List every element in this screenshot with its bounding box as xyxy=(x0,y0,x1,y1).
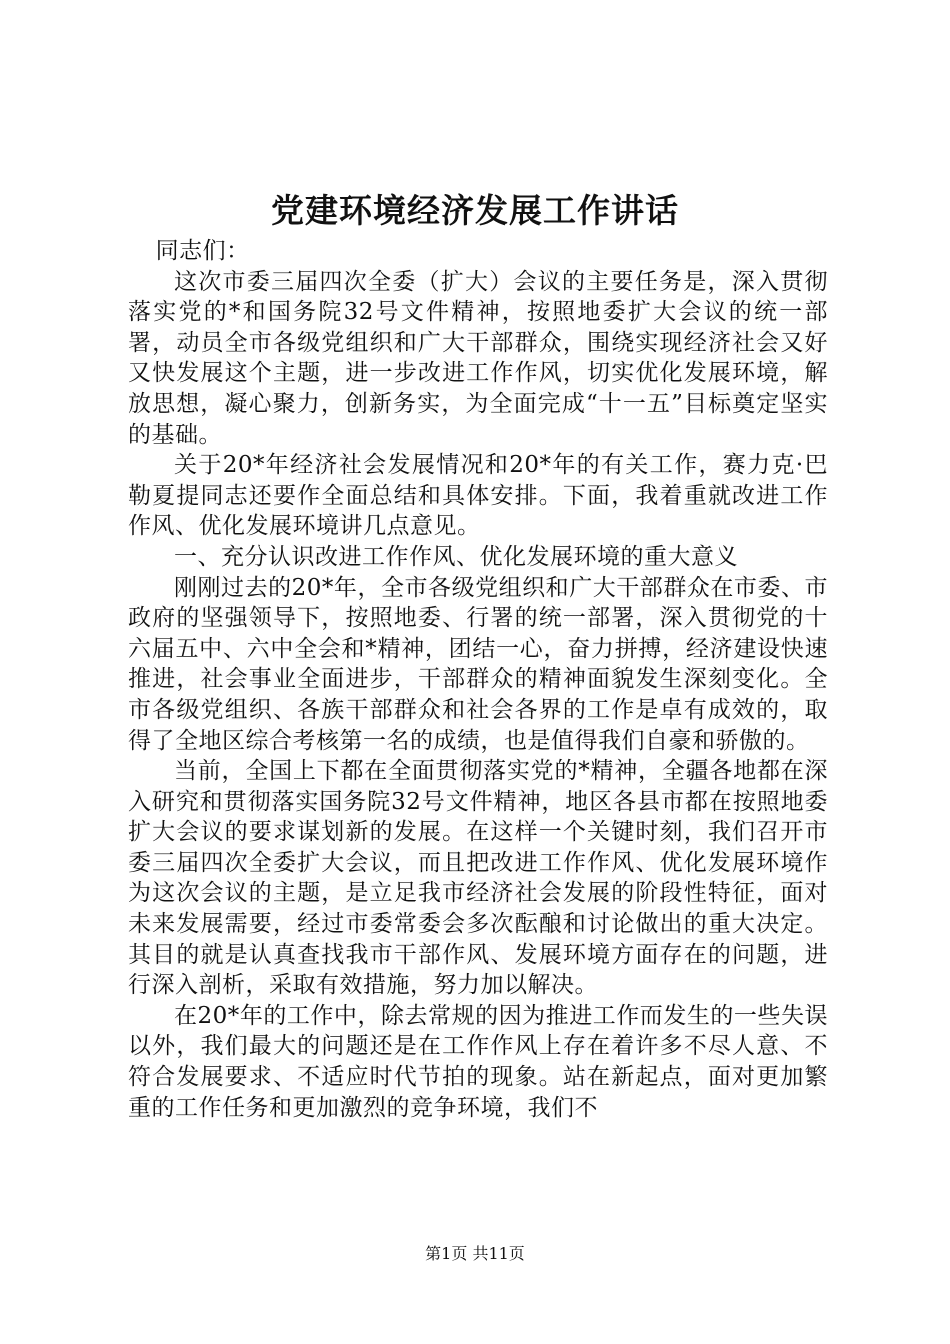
paragraph-2: 关于20*年经济社会发展情况和20*年的有关工作，赛力克·巴勒夏提同志还要作全面总结和具体安排。下面，我着重就改进工作作风、优化发展环境讲几点意见。 xyxy=(128,452,828,540)
paragraph-4: 当前，全国上下都在全面贯彻落实党的*精神，全疆各地都在深入研究和贯彻落实国务院32号文件精神，地区各县市都在按照地委扩大会议的要求谋划新的发展。在这样一个关键时刻，我们召开市委三届四次全委扩大会议，而且把改进工作作风、优化发展环境作为这次会议的主题，是立足我市经济社会发展的阶段性特征，面对未来发展需要，经过市委常委会多次酝酿和讨论做出的重大决定。其目的就是认真查找我市干部作风、发展环境方面存在的问题，进行深入剖析，采取有效措施，努力加以解决。 xyxy=(128,758,828,999)
paragraph-3: 刚刚过去的20*年，全市各级党组织和广大干部群众在市委、市政府的坚强领导下，按照地委、行署的统一部署，深入贯彻党的十六届五中、六中全会和*精神，团结一心，奋力拼搏，经济建设快速推进，社会事业全面进步，干部群众的精神面貌发生深刻变化。全市各级党组织、各族干部群众和社会各界的工作是卓有成效的，取得了全地区综合考核第一名的成绩，也是值得我们自豪和骄傲的。 xyxy=(128,574,828,754)
document-body xyxy=(128,236,828,1123)
page-number-footer: 第1页 共11页 xyxy=(425,1244,525,1263)
paragraph-1: 这次市委三届四次全委（扩大）会议的主要任务是，深入贯彻落实党的*和国务院32号文件精神，按照地委扩大会议的统一部署，动员全市各级党组织和广大干部群众，围绕实现经济社会又好又快发展这个主题，进一步改进工作作风，切实优化发展环境，解放思想，凝心聚力，创新务实，为全面完成“十一五”目标奠定坚实的基础。 xyxy=(128,268,828,448)
section-heading-1: 一、充分认识改进工作作风、优化发展环境的重大意义 xyxy=(174,543,738,570)
document-title: 党建环境经济发展工作讲话 xyxy=(271,191,679,230)
paragraph-5: 在20*年的工作中，除去常规的因为推进工作而发生的一些失误以外，我们最大的问题还是在工作作风上存在着许多不尽人意、不符合发展要求、不适应时代节拍的现象。站在新起点，面对更加繁重的工作任务和更加激烈的竞争环境，我们不 xyxy=(128,1002,828,1121)
salutation: 同志们： xyxy=(155,238,250,264)
